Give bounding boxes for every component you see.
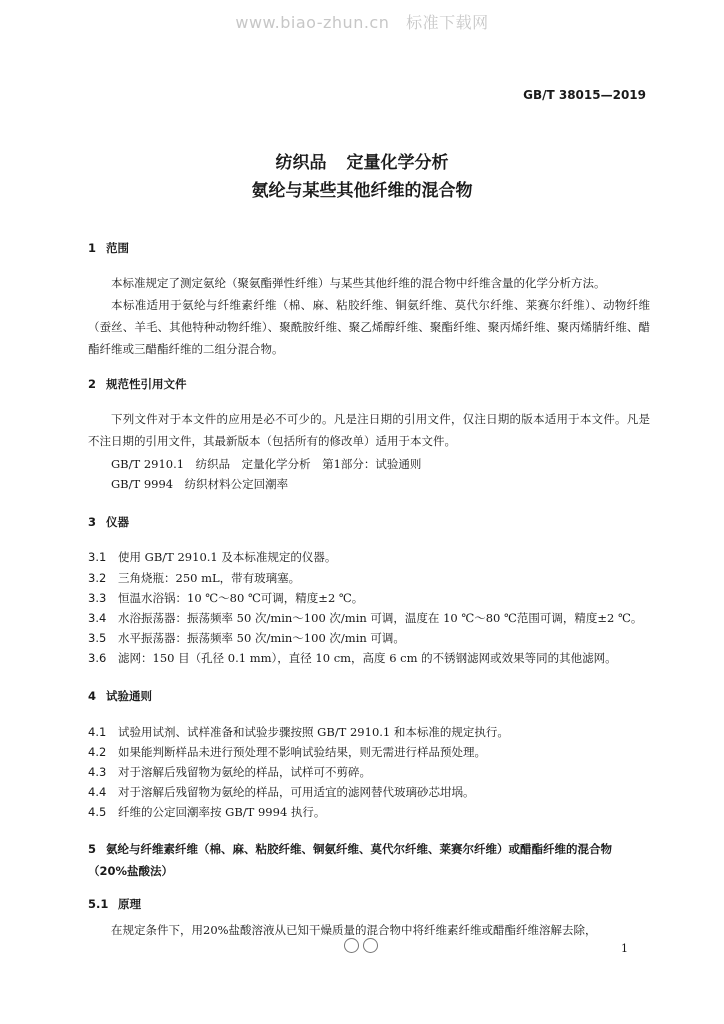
section-title: 氨纶与纤维素纤维（棉、麻、粘胶纤维、铜氨纤维、莫代尔纤维、莱赛尔纤维）或醋酯纤维的混合物（20%盐酸法） xyxy=(88,842,612,878)
section-1-heading xyxy=(88,240,129,256)
section-number: 4 xyxy=(88,689,97,703)
clause-text: 使用 GB/T 2910.1 及本标准规定的仪器。 xyxy=(118,550,337,564)
clause-text: 滤网：150 目（孔径 0.1 mm），直径 10 cm，高度 6 cm 的不锈钢滤网或效果等同的其他滤网。 xyxy=(118,651,617,665)
section-title: 仪器 xyxy=(106,515,129,529)
clause-item xyxy=(88,724,509,740)
section-2-heading xyxy=(88,376,187,392)
subsection-5-1-heading xyxy=(88,896,141,912)
clause-number: 3.1 xyxy=(88,550,107,564)
clause-text: 三角烧瓶：250 mL，带有玻璃塞。 xyxy=(118,571,301,585)
clause-text: 对于溶解后残留物为氨纶的样品，试样可不剪碎。 xyxy=(118,765,371,779)
standard-number: GB/T 38015—2019 xyxy=(523,88,646,102)
section-2-paragraph: 下列文件对于本文件的应用是必不可少的。凡是注日期的引用文件，仅注日期的版本适用于本文件。凡是不注日期的引用文件，其最新版本（包括所有的修改单）适用于本文件。 xyxy=(88,412,650,448)
section-1-paragraph-1: 本标准规定了测定氨纶（聚氨酯弹性纤维）与某些其他纤维的混合物中纤维含量的化学分析方法。 xyxy=(111,276,606,290)
section-number: 3 xyxy=(88,515,97,529)
clause-number: 4.3 xyxy=(88,765,107,779)
section-number: 1 xyxy=(88,241,97,255)
section-title: 规范性引用文件 xyxy=(106,377,187,391)
clause-text: 水平振荡器：振荡频率 50 次/min～100 次/min 可调。 xyxy=(118,631,405,645)
clause-number: 3.6 xyxy=(88,651,107,665)
clause-item xyxy=(88,744,486,760)
clause-item xyxy=(88,590,363,606)
section-5-heading xyxy=(88,838,650,882)
clause-text: 纤维的公定回潮率按 GB/T 9994 执行。 xyxy=(118,805,326,819)
clause-item xyxy=(88,630,405,646)
clause-item xyxy=(88,804,325,820)
section-number: 2 xyxy=(88,377,97,391)
circle-icon xyxy=(344,938,359,953)
clause-number: 4.4 xyxy=(88,785,107,799)
clause-text: 恒温水浴锅：10 ℃～80 ℃可调，精度±2 ℃。 xyxy=(118,591,364,605)
clause-item xyxy=(88,570,300,586)
page-number: 1 xyxy=(621,942,628,955)
clause-item xyxy=(88,610,642,626)
section-title: 范围 xyxy=(106,241,129,255)
clause-number: 4.1 xyxy=(88,725,107,739)
clause-number: 3.4 xyxy=(88,611,107,625)
section-number: 5 xyxy=(88,842,97,856)
document-title-line1: 纺织品 定量化学分析 xyxy=(275,153,449,173)
circle-icon xyxy=(363,938,378,953)
clause-number: 3.3 xyxy=(88,591,107,605)
subsection-title: 原理 xyxy=(118,897,141,911)
clause-number: 4.5 xyxy=(88,805,107,819)
reference-item: GB/T 9994 纺织材料公定回潮率 xyxy=(111,477,289,491)
section-1-paragraph-2: 本标准适用于氨纶与纤维素纤维（棉、麻、粘胶纤维、铜氨纤维、莫代尔纤维、莱赛尔纤维）、动物纤维（蚕丝、羊毛、其他特种动物纤维）、聚酰胺纤维、聚乙烯醇纤维、聚酯纤维、聚丙烯纤维、聚丙烯腈纤维、醋酯纤维或三醋酯纤维的二组分混合物。 xyxy=(88,298,650,356)
clause-text: 试验用试剂、试样准备和试验步骤按照 GB/T 2910.1 和本标准的规定执行。 xyxy=(118,725,509,739)
watermark: www.biao-zhun.cn 标准下载网 xyxy=(235,13,489,32)
clause-item xyxy=(88,650,617,666)
document-title-line2: 氨纶与某些其他纤维的混合物 xyxy=(251,181,473,201)
section-4-heading xyxy=(88,688,152,704)
clause-text: 对于溶解后残留物为氨纶的样品，可用适宜的滤网替代玻璃砂芯坩埚。 xyxy=(118,785,475,799)
subsection-number: 5.1 xyxy=(88,897,109,911)
clause-item xyxy=(88,764,371,780)
clause-number: 4.2 xyxy=(88,745,107,759)
section-5-paragraph: 在规定条件下，用20%盐酸溶液从已知干燥质量的混合物中将纤维素纤维或醋酯纤维溶解去除， xyxy=(111,923,597,937)
section-title: 试验通则 xyxy=(106,689,152,703)
reference-item: GB/T 2910.1 纺织品 定量化学分析 第1部分：试验通则 xyxy=(111,457,422,471)
footer-decoration xyxy=(344,938,378,953)
section-3-heading xyxy=(88,514,129,530)
clause-number: 3.2 xyxy=(88,571,107,585)
clause-text: 水浴振荡器：振荡频率 50 次/min～100 次/min 可调，温度在 10 ℃～80 ℃范围可调，精度±2 ℃。 xyxy=(118,611,643,625)
clause-text: 如果能判断样品未进行预处理不影响试验结果，则无需进行样品预处理。 xyxy=(118,745,486,759)
clause-item xyxy=(88,784,475,800)
clause-item xyxy=(88,549,336,565)
clause-number: 3.5 xyxy=(88,631,107,645)
